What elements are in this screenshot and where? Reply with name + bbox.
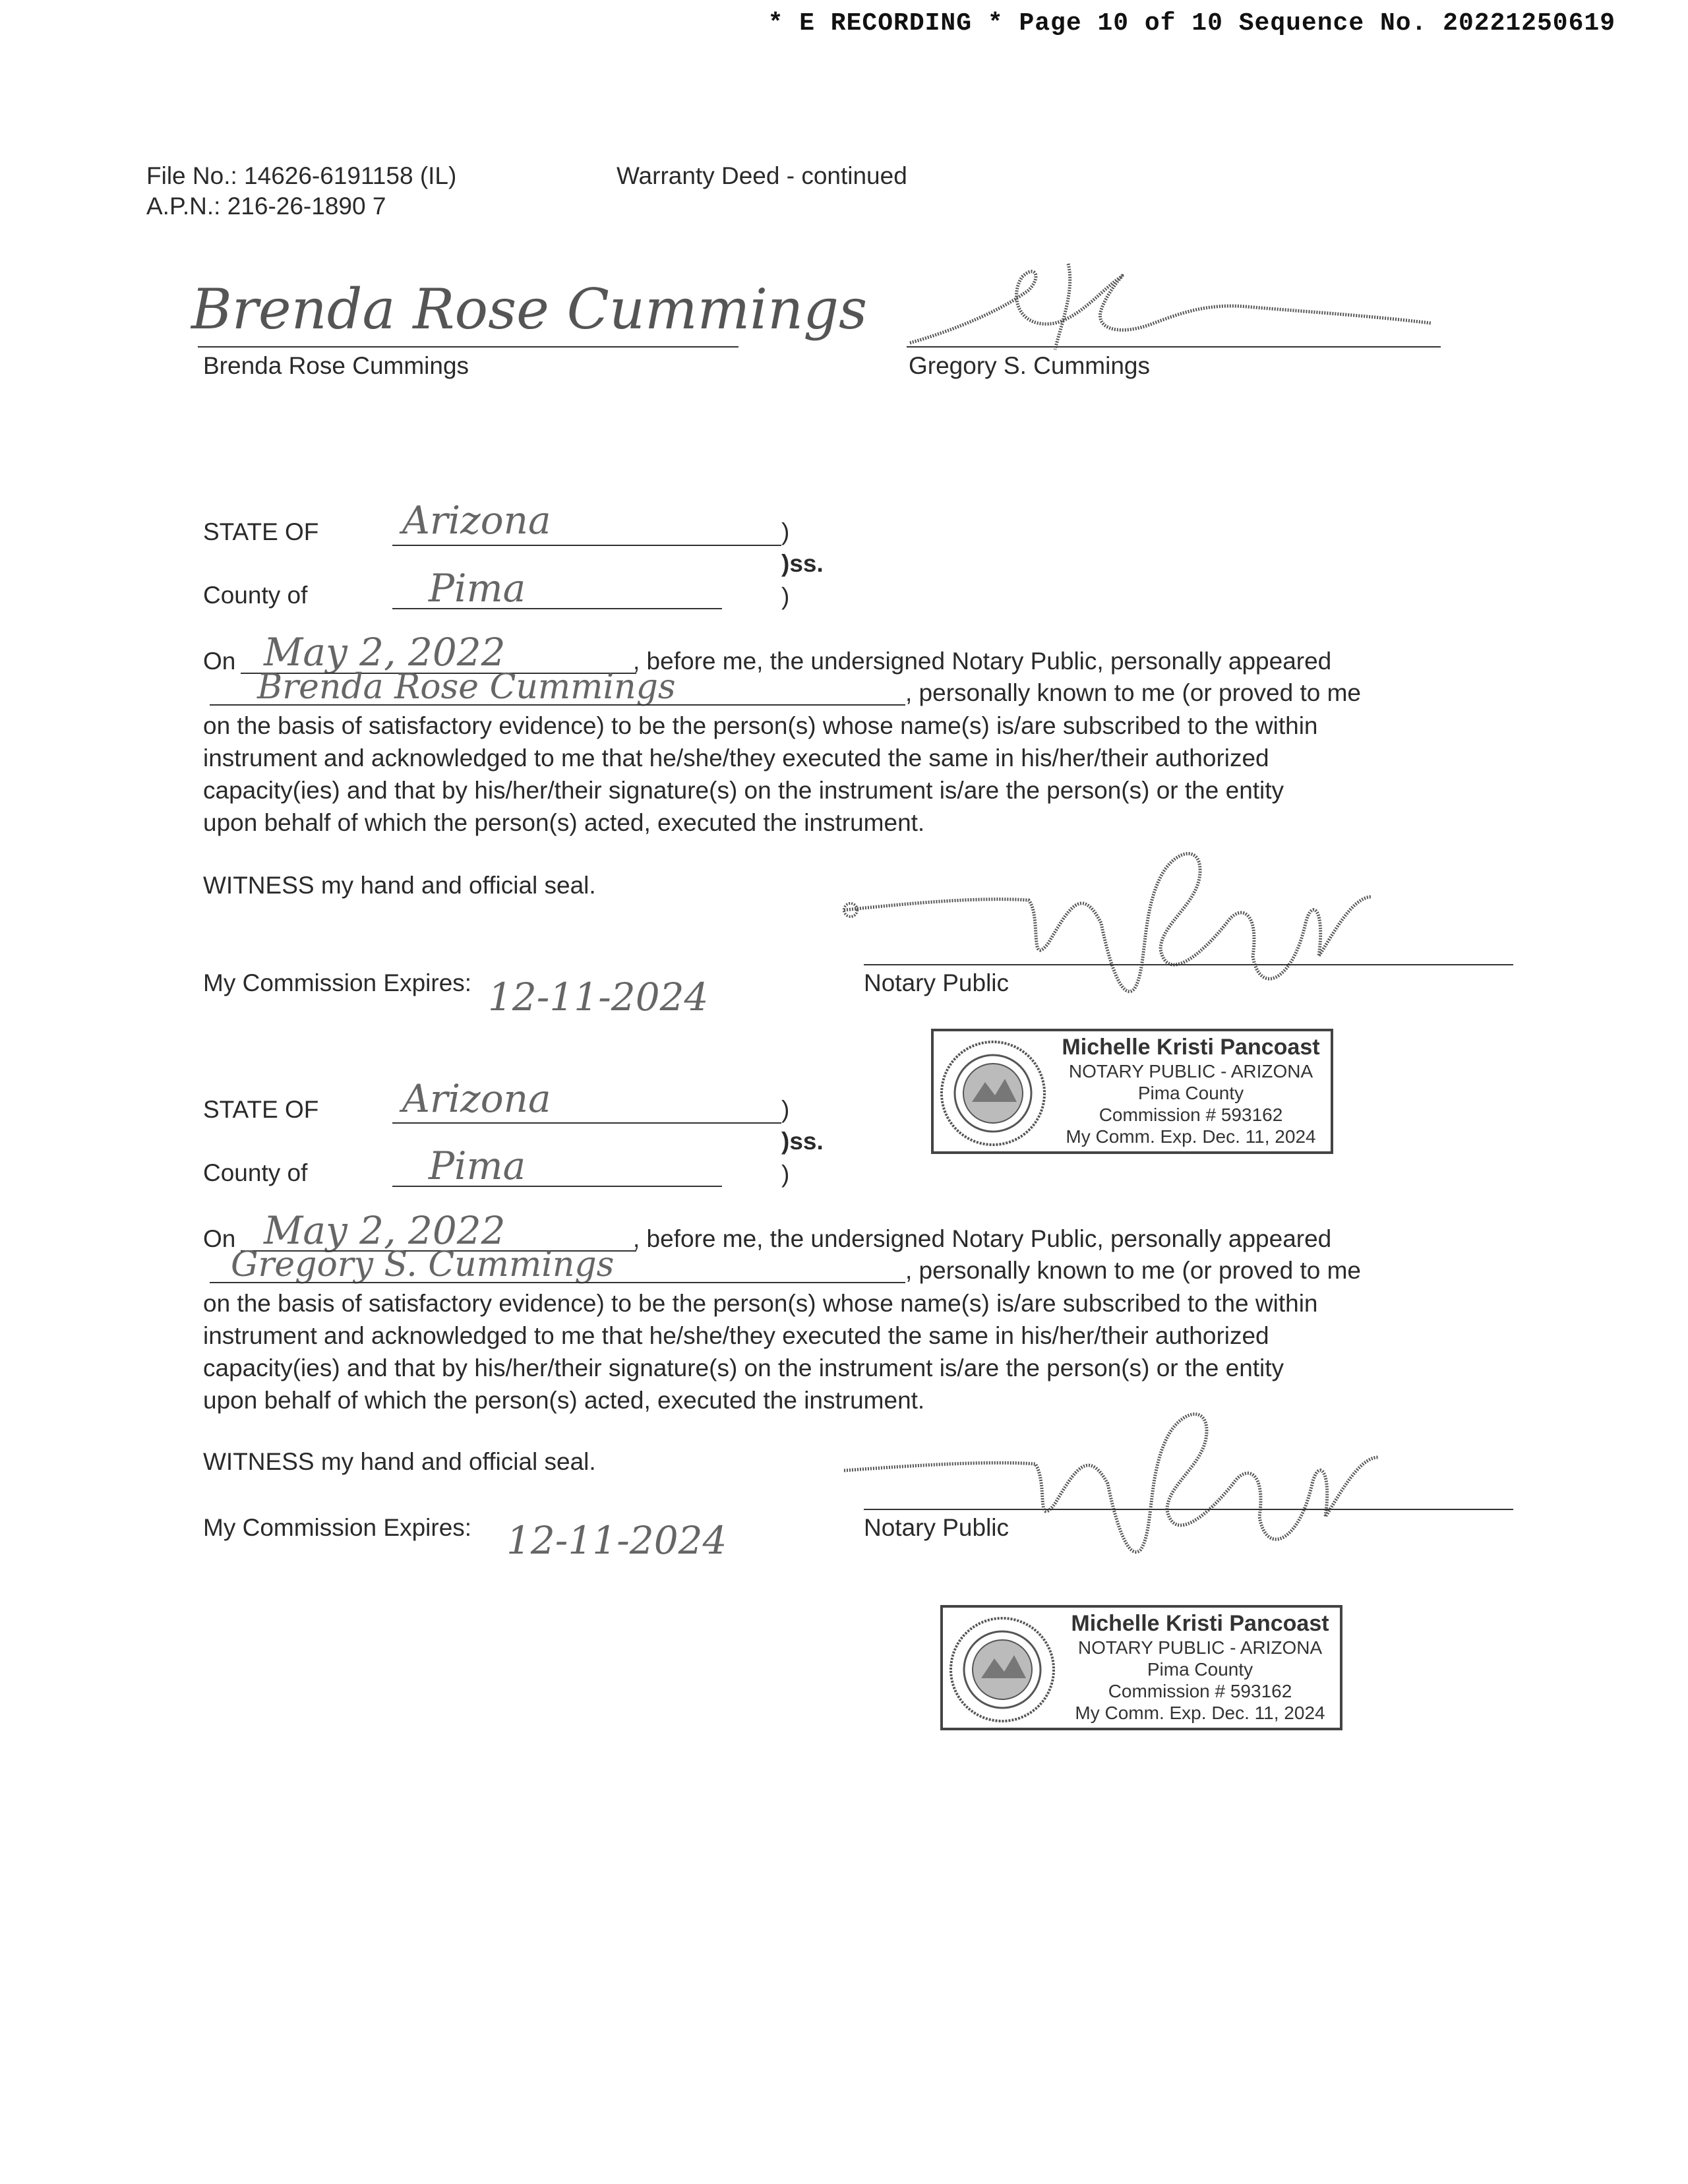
ack2-notary-line — [864, 1509, 1513, 1510]
seal-commission: Commission # 593162 — [1099, 1105, 1283, 1125]
ack2-notary-label: Notary Public — [864, 1514, 1010, 1541]
state-seal-emblem — [948, 1616, 1057, 1724]
ack2-state-label: STATE OF — [203, 1096, 319, 1123]
notary-seal-stamp — [931, 1029, 1333, 1154]
grantor-name-gregory: Gregory S. Cummings — [909, 352, 1150, 379]
ack1-body-line: on the basis of satisfactory evidence) to be the person(s) whose name(s) is/are subscribed to the within — [203, 712, 1318, 739]
ack1-paren-top: ) — [781, 518, 790, 545]
ack2-body-line: capacity(ies) and that by his/her/their signature(s) on the instrument is/are the person(s) or the entity — [203, 1354, 1284, 1381]
ack1-state-line — [392, 545, 781, 546]
ack1-paren-bottom: ) — [781, 583, 790, 610]
signature-line-gregory — [907, 346, 1441, 348]
recording-header: * E RECORDING * Page 10 of 10 Sequence No. 20221250619 — [768, 9, 1615, 38]
ack2-county-value: Pima — [429, 1143, 526, 1188]
ack1-line2-tail: , personally known to me (or proved to me — [905, 679, 1361, 706]
file-number: File No.: 14626-6191158 (IL) — [146, 162, 457, 189]
grantor-name-brenda: Brenda Rose Cummings — [203, 352, 469, 379]
ack2-commission-value: 12-11-2024 — [506, 1518, 727, 1563]
ack2-paren-bottom: ) — [781, 1161, 790, 1188]
seal-county: Pima County — [1147, 1659, 1253, 1680]
ack1-body-line: capacity(ies) and that by his/her/their signature(s) on the instrument is/are the person(s) or the entity — [203, 777, 1284, 804]
signature-line-brenda — [198, 346, 738, 348]
ack2-date-value: May 2, 2022 — [264, 1208, 506, 1253]
ack1-commission-label: My Commission Expires: — [203, 969, 472, 996]
ack1-county-value: Pima — [429, 566, 526, 611]
ack2-person-value: Gregory S. Cummings — [231, 1245, 615, 1285]
apn-number: A.P.N.: 216-26-1890 7 — [146, 193, 386, 220]
seal-notary-name: Michelle Kristi Pancoast — [1071, 1611, 1329, 1636]
ack2-line2-tail: , personally known to me (or proved to me — [905, 1257, 1361, 1284]
ack2-line1-tail: , before me, the undersigned Notary Public, personally appeared — [633, 1225, 1332, 1252]
ack1-person-value: Brenda Rose Cummings — [257, 667, 676, 707]
notary-seal-stamp — [940, 1605, 1342, 1730]
ack2-on-label: On — [203, 1225, 236, 1252]
ack2-paren-top: ) — [781, 1096, 790, 1123]
ack1-county-label: County of — [203, 582, 308, 609]
seal-county: Pima County — [1137, 1083, 1244, 1103]
seal-title: NOTARY PUBLIC - ARIZONA — [1077, 1637, 1323, 1658]
ack2-county-line — [392, 1186, 722, 1187]
ack2-person-line — [210, 1282, 905, 1283]
seal-notary-name: Michelle Kristi Pancoast — [1062, 1035, 1320, 1060]
ack1-ss: )ss. — [781, 550, 824, 577]
ack1-date-value: May 2, 2022 — [264, 630, 506, 675]
seal-commission: Commission # 593162 — [1108, 1681, 1292, 1701]
ack1-person-line — [210, 704, 905, 706]
ack2-state-value: Arizona — [402, 1076, 551, 1121]
seal-expiration: My Comm. Exp. Dec. 11, 2024 — [1066, 1126, 1316, 1147]
ack1-body-line: instrument and acknowledged to me that he/she/they executed the same in his/her/their authorized — [203, 744, 1269, 772]
ack2-commission-label: My Commission Expires: — [203, 1514, 472, 1541]
seal-expiration: My Comm. Exp. Dec. 11, 2024 — [1075, 1703, 1325, 1723]
ack1-notary-label: Notary Public — [864, 969, 1010, 996]
seal-title: NOTARY PUBLIC - ARIZONA — [1068, 1061, 1313, 1081]
ack2-notary-signature — [837, 1391, 1385, 1583]
state-seal-emblem — [939, 1039, 1048, 1148]
ack1-notary-line — [864, 964, 1513, 965]
ack2-witness: WITNESS my hand and official seal. — [203, 1448, 596, 1475]
document-title: Warranty Deed - continued — [617, 162, 907, 189]
ack1-state-label: STATE OF — [203, 518, 319, 545]
ack1-state-value: Arizona — [402, 498, 551, 543]
ack1-county-line — [392, 608, 722, 609]
ack1-body-line: upon behalf of which the person(s) acted, executed the instrument. — [203, 809, 925, 836]
ack2-state-line — [392, 1122, 781, 1124]
ack2-body-line: upon behalf of which the person(s) acted, executed the instrument. — [203, 1387, 925, 1414]
ack1-commission-value: 12-11-2024 — [488, 975, 709, 1019]
grantor-signature-brenda: Brenda Rose Cummings — [191, 277, 868, 342]
grantor-signature-gregory — [903, 251, 1444, 369]
ack1-on-label: On — [203, 648, 236, 675]
ack2-body-line: instrument and acknowledged to me that he/she/they executed the same in his/her/their authorized — [203, 1322, 1269, 1349]
ack1-witness: WITNESS my hand and official seal. — [203, 872, 596, 899]
ack1-line1-tail: , before me, the undersigned Notary Public, personally appeared — [633, 648, 1332, 675]
ack1-body — [203, 710, 1495, 839]
ack2-county-label: County of — [203, 1159, 308, 1186]
ack2-body-line: on the basis of satisfactory evidence) to be the person(s) whose name(s) is/are subscribed to the within — [203, 1290, 1318, 1317]
ack2-ss: )ss. — [781, 1128, 824, 1155]
